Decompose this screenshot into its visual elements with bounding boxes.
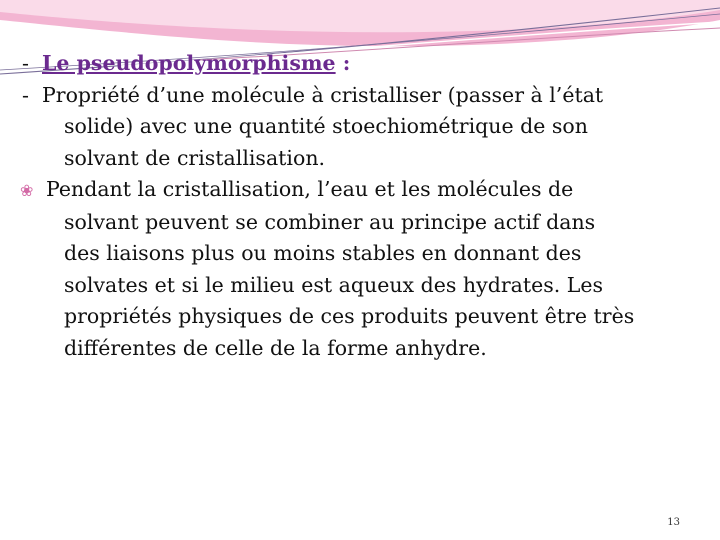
bullet-line: propriétés physiques de ces produits peuvent être très (64, 304, 635, 328)
bullet-text: Pendant la cristallisation, l’eau et les molécules de (46, 177, 574, 201)
bullet-line (18, 174, 688, 207)
bullet-line: différentes de celle de la forme anhydre. (64, 335, 487, 360)
bullet-paragraph (18, 174, 688, 364)
definition-line (18, 80, 688, 112)
flower-bullet-icon: ❀ (20, 181, 34, 200)
page-number: 13 (667, 517, 680, 528)
heading-dash: - (22, 51, 29, 75)
heading-colon: : (335, 51, 351, 75)
definition-line: solvant de cristallisation. (64, 145, 326, 170)
section-heading (18, 48, 688, 80)
definition-paragraph (18, 80, 688, 175)
bullet-line: des liaisons plus ou moins stables en donnant des (64, 241, 582, 265)
slide-content (18, 48, 688, 364)
definition-line: solide) avec une quantité stoechiométrique de son (64, 114, 588, 138)
heading-title: Le pseudopolymorphisme (42, 51, 336, 75)
definition-dash: - (22, 82, 29, 107)
bullet-line: solvates et si le milieu est aqueux des hydrates. Les (64, 272, 604, 297)
definition-text: Propriété d’une molécule à cristalliser (passer à l’état (42, 82, 604, 107)
bullet-line: solvant peuvent se combiner au principe actif dans (64, 209, 596, 234)
